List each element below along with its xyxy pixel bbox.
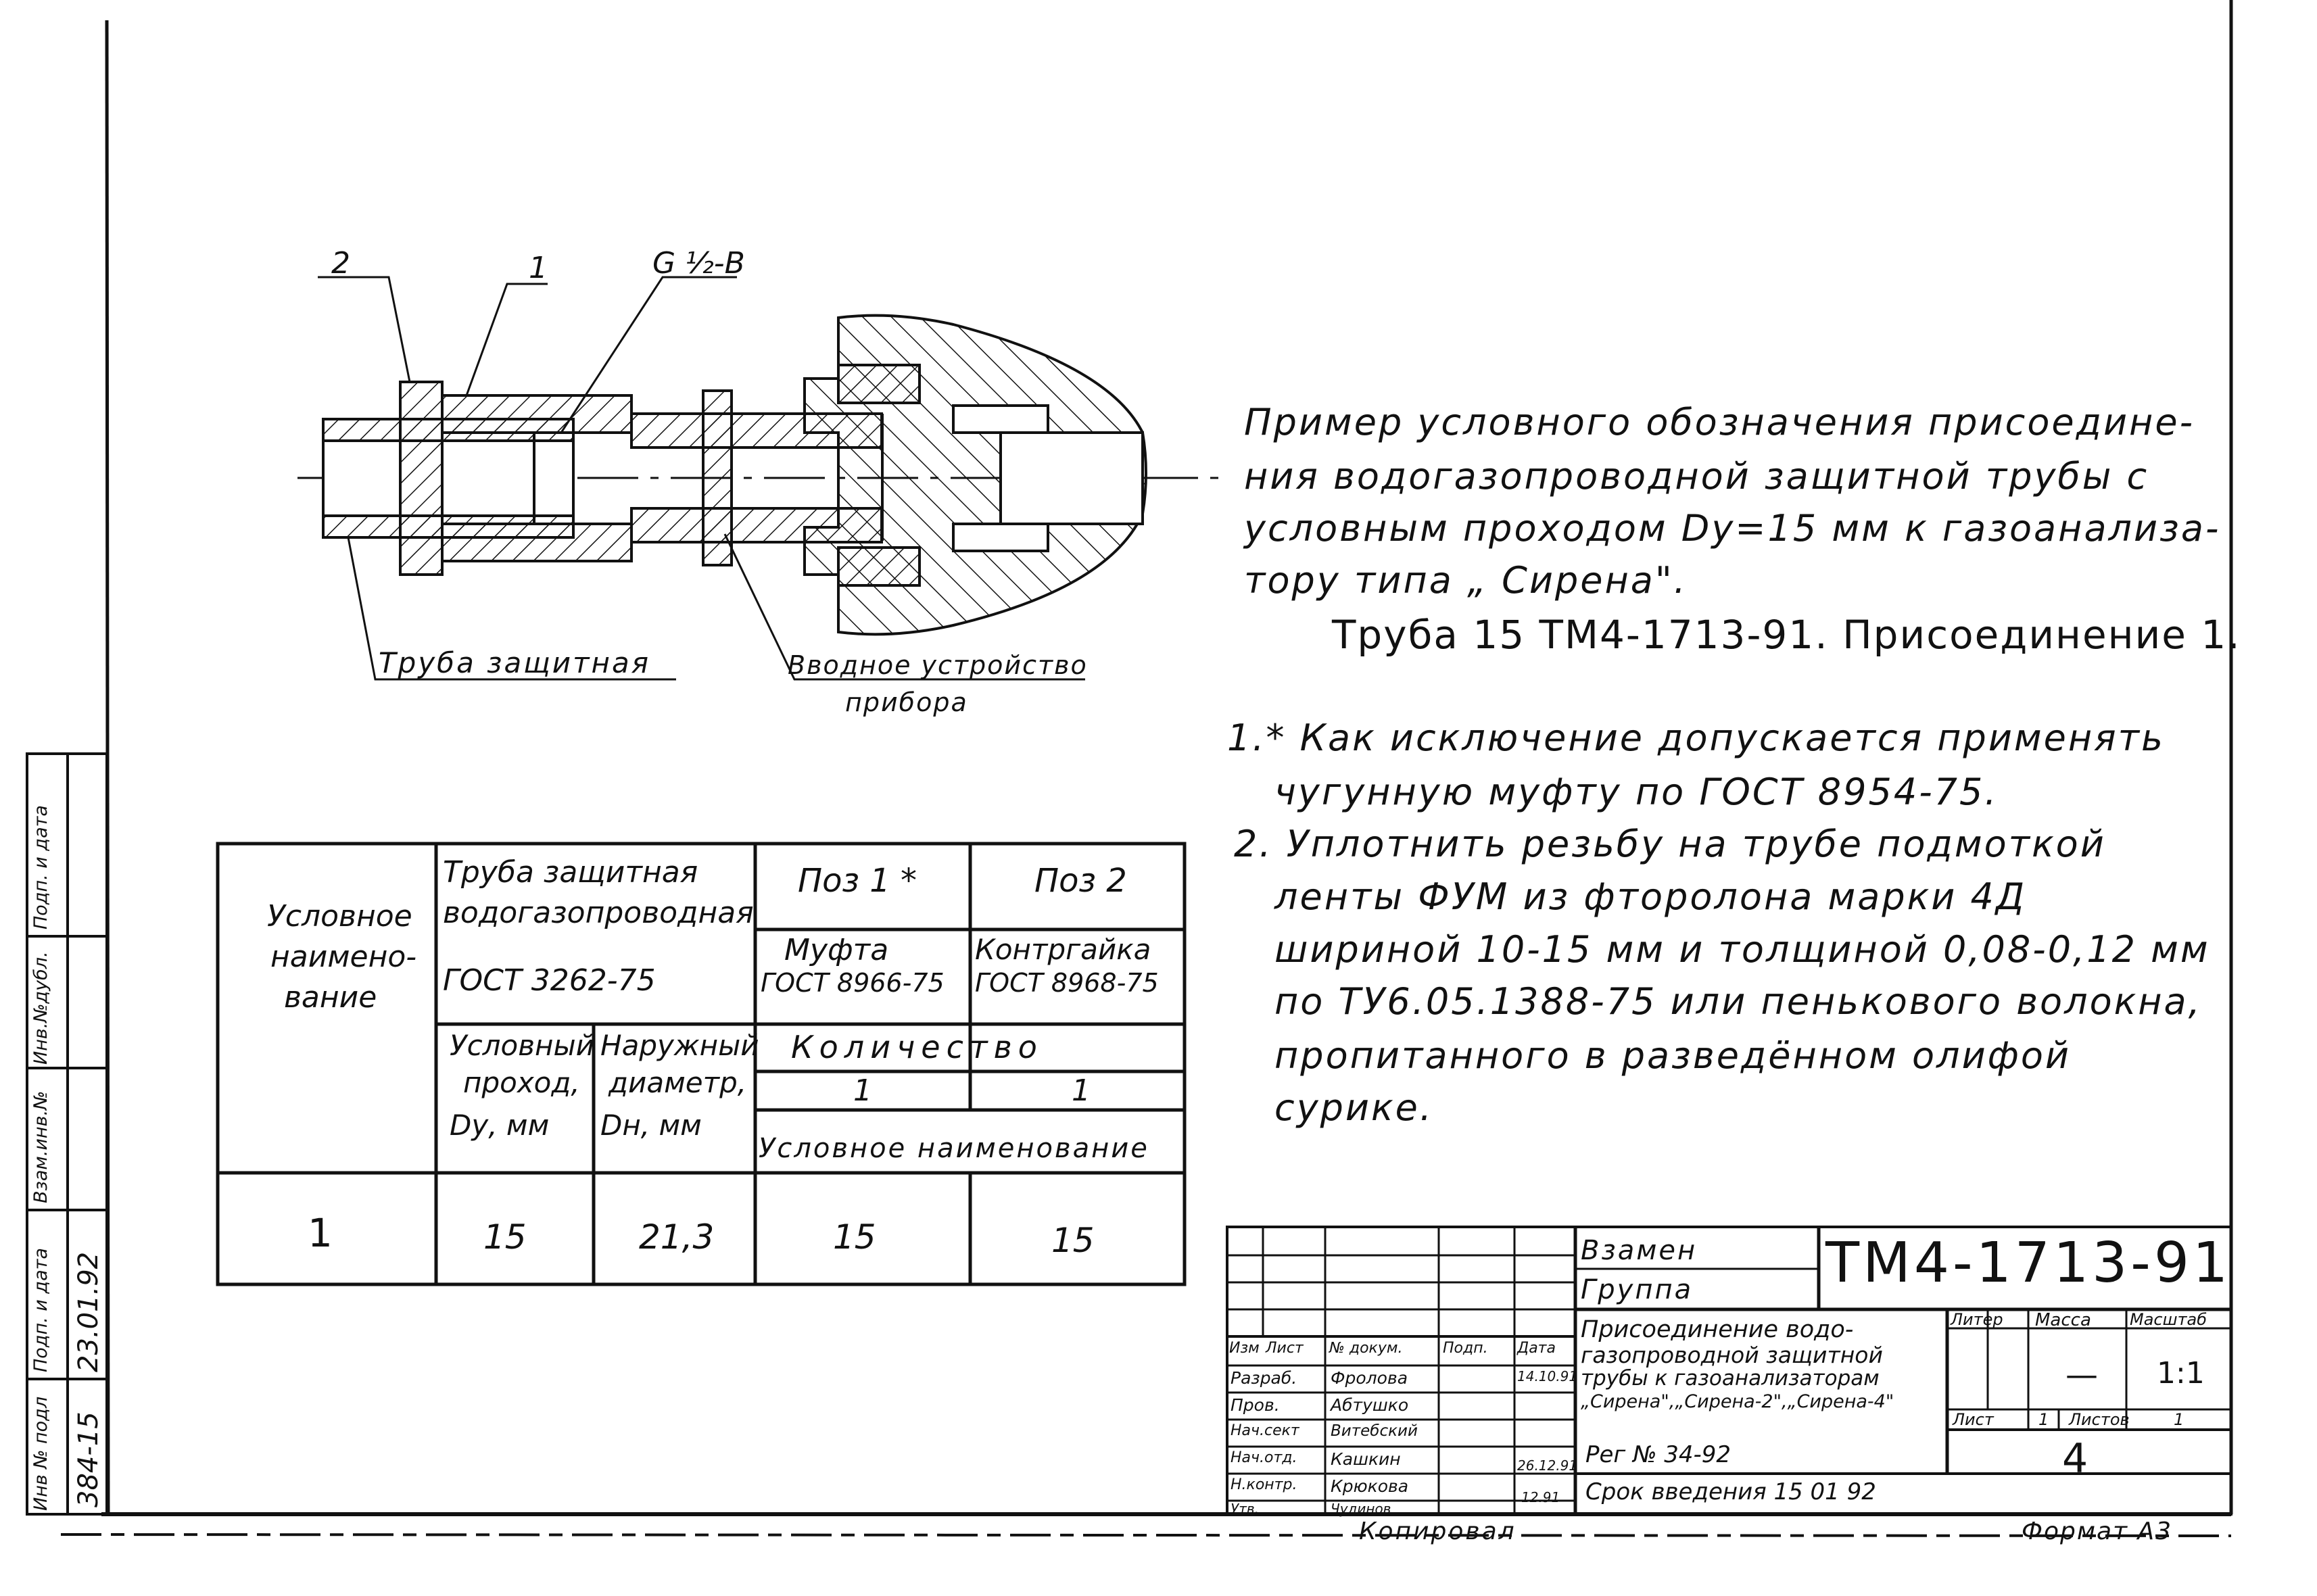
document-code: ТМ4-1713-91 — [1825, 1231, 2232, 1295]
pipe-gost: ГОСТ 3262-75 — [443, 963, 656, 998]
row-pos2: 15 — [1051, 1221, 1095, 1260]
title-line: трубы к газоанализаторам — [1581, 1366, 1880, 1391]
example-line: условным проходом Dу=15 мм к газоанализа- — [1244, 507, 2221, 550]
sheets-label: Листов — [2069, 1410, 2130, 1429]
callout-pos1: 1 — [529, 251, 548, 285]
sheet-number: 4 — [2062, 1435, 2088, 1482]
mass-value: — — [2065, 1356, 2098, 1394]
row-name: 1 — [308, 1210, 333, 1256]
sheet-format-label: Формат А3 — [2022, 1518, 2173, 1545]
mass-label: Масса — [2035, 1310, 2091, 1330]
staff-name: Абтушко — [1331, 1395, 1409, 1415]
label-protective-pipe: Труба защитная — [379, 646, 651, 679]
note-line: сурике. — [1274, 1086, 1434, 1129]
staff-name: Чудинов — [1331, 1501, 1391, 1517]
fitting-section-drawing — [297, 277, 1224, 679]
note-line: ленты ФУМ из фторолона марки 4Д — [1274, 875, 2027, 918]
row-dn: 21,3 — [639, 1217, 715, 1257]
col-header-doc: № докум. — [1329, 1340, 1403, 1357]
pipe-header: Труба защитная — [443, 855, 698, 890]
staff-name: Крюкова — [1331, 1476, 1409, 1496]
staff-name: Кашкин — [1331, 1449, 1401, 1469]
pos1-gost: ГОСТ 8966-75 — [761, 968, 945, 998]
dn-header: Наружный — [600, 1029, 759, 1062]
pipe-header: водогазопроводная — [443, 896, 754, 930]
sheet-label: Лист — [1953, 1410, 1994, 1429]
title-line: „Сирена",„Сирена-2",„Сирена-4" — [1581, 1391, 1894, 1412]
note-line: 2. Уплотнить резьбу на трубе подмоткой — [1234, 823, 2106, 865]
row-dy: 15 — [483, 1217, 527, 1257]
dy-header: Dу, мм — [450, 1109, 550, 1142]
staff-name: Фролова — [1331, 1368, 1408, 1388]
staff-role: Нач.сект — [1231, 1422, 1299, 1439]
col-header-date: Дата — [1517, 1340, 1556, 1357]
side-date-value: 23.01.92 — [73, 1251, 104, 1372]
pos2-name: Контргайка — [975, 933, 1151, 966]
staff-role: Н.контр. — [1231, 1476, 1297, 1493]
effective-date: Срок введения 15 01 92 — [1585, 1478, 1876, 1505]
col-name-header: Условное — [267, 899, 412, 934]
callout-thread: G ½-B — [652, 246, 745, 281]
sheet-frame — [61, 0, 2231, 1536]
title-line: газопроводной защитной — [1581, 1342, 1883, 1368]
dy-header: проход, — [463, 1066, 580, 1099]
example-line: Пример условного обозначения присоедине- — [1244, 401, 2195, 443]
pos1-header: Поз 1 * — [798, 862, 917, 900]
callout-pos2: 2 — [331, 246, 350, 281]
col-header-list: Лист — [1266, 1340, 1304, 1357]
note-line: 1.* Как исключение допускается применять — [1227, 717, 2165, 759]
example-line: тору типа „ Сирена". — [1244, 559, 1688, 602]
scale-label: Масштаб — [2130, 1310, 2207, 1329]
staff-name: Витебский — [1331, 1422, 1418, 1440]
staff-role: Разраб. — [1231, 1368, 1297, 1388]
label-device-inlet-2: прибора — [845, 687, 968, 717]
sheets-value: 1 — [2174, 1410, 2184, 1429]
label-device-inlet: Вводное устройство — [788, 650, 1088, 680]
side-inv-value: 384-15 — [73, 1411, 104, 1507]
conditional-name-header: Условное наименование — [759, 1133, 1149, 1164]
side-label-inv: Инв № подл — [30, 1396, 51, 1511]
col-name-header: наимено- — [270, 940, 417, 974]
note-line: пропитанного в разведённом олифой — [1274, 1034, 2071, 1077]
staff-role: Нач.отд. — [1231, 1449, 1297, 1466]
note-line: шириной 10-15 мм и толщиной 0,08-0,12 мм — [1274, 928, 2210, 971]
note-line: по ТУ6.05.1388-75 или пенькового волокна, — [1274, 980, 2202, 1023]
pos2-header: Поз 2 — [1034, 862, 1127, 900]
qty-header: Количество — [791, 1029, 1043, 1065]
title-line: Присоединение водо- — [1581, 1316, 1854, 1343]
col-name-header: вание — [284, 980, 377, 1015]
example-designation: Труба 15 ТМ4-1713-91. Присоединение 1. — [1332, 612, 2241, 658]
dn-header: диаметр, — [608, 1066, 747, 1099]
side-label-sign-date-2: Подп. и дата — [30, 805, 51, 929]
group-label: Группа — [1581, 1274, 1694, 1305]
copied-by-label: Копировал — [1359, 1518, 1516, 1545]
scale-value: 1:1 — [2157, 1356, 2205, 1391]
side-label-sign-date: Подп. и дата — [30, 1248, 51, 1372]
qty-pos1: 1 — [853, 1073, 872, 1108]
col-header-sign: Подп. — [1443, 1340, 1488, 1357]
sheet-value: 1 — [2038, 1410, 2049, 1429]
qty-pos2: 1 — [1072, 1073, 1091, 1108]
note-line: чугунную муфту по ГОСТ 8954-75. — [1274, 771, 1999, 813]
col-header-izm: Изм — [1229, 1340, 1260, 1357]
staff-role: Утв. — [1231, 1501, 1259, 1517]
registration-number: Рег № 34-92 — [1585, 1441, 1731, 1468]
side-label-dup: Инв.№дубл. — [30, 951, 51, 1065]
row-pos1: 15 — [833, 1217, 876, 1257]
pos2-gost: ГОСТ 8968-75 — [975, 968, 1159, 998]
staff-date: 12.91 — [1521, 1489, 1560, 1505]
staff-role: Пров. — [1231, 1395, 1280, 1415]
staff-date: 14.10.91 — [1517, 1368, 1578, 1384]
dn-header: Dн, мм — [600, 1109, 702, 1142]
dy-header: Условный — [450, 1029, 594, 1062]
side-label-replaced: Взам.инв.№ — [30, 1090, 51, 1203]
staff-date: 26.12.91 — [1517, 1457, 1578, 1474]
example-line: ния водогазопроводной защитной трубы с — [1244, 455, 2149, 498]
pos1-name: Муфта — [784, 933, 889, 967]
vzamen-label: Взамен — [1581, 1235, 1698, 1266]
liter-label: Литер — [1951, 1310, 2003, 1329]
